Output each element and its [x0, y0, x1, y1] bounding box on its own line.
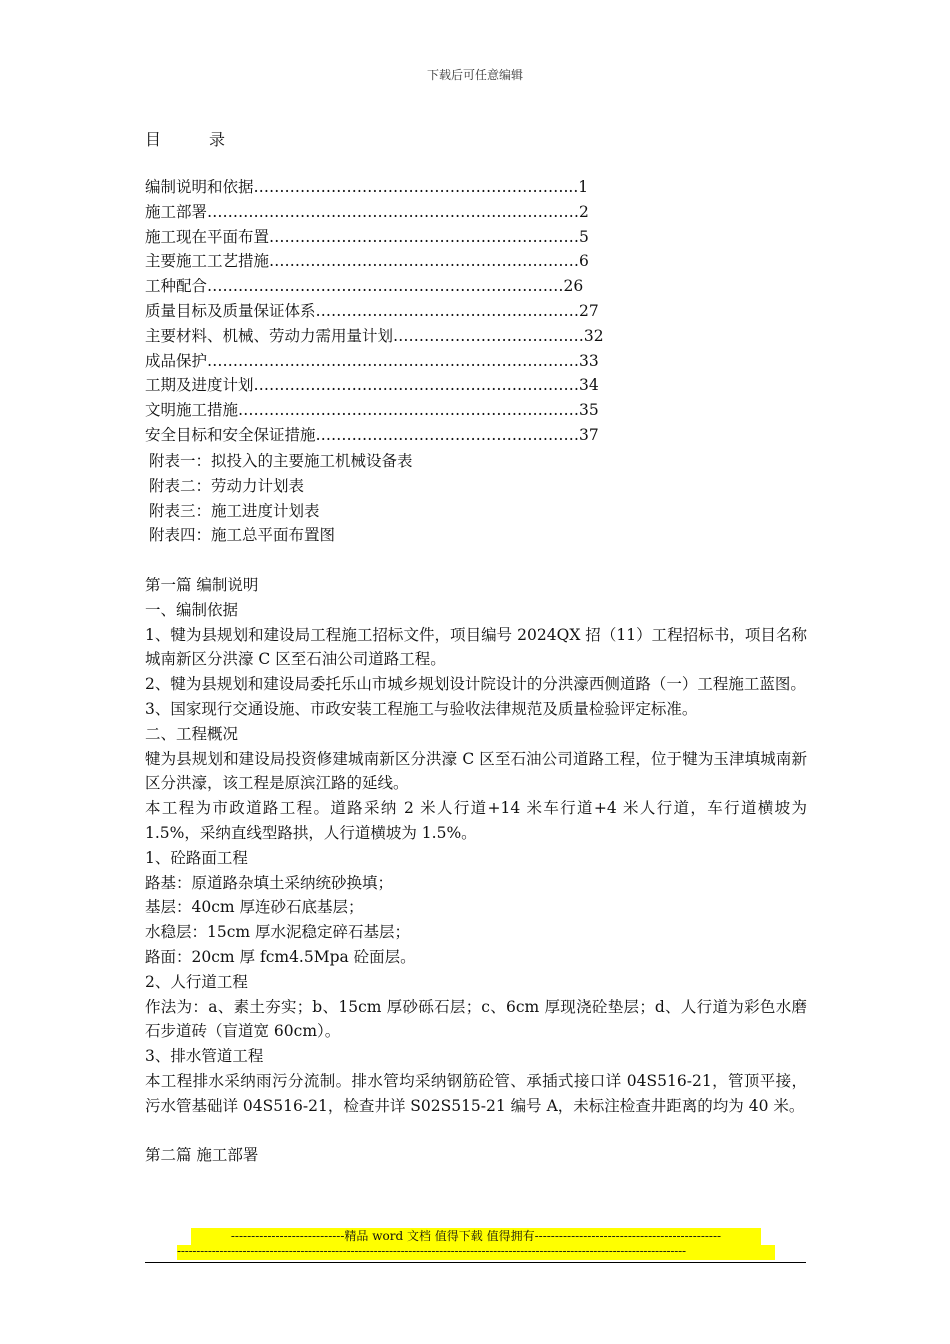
paragraph: 作法为：a、素土夯实；b、15cm 厚砂砾石层；c、6cm 厚现浇砼垫层；d、人行道为彩色水磨石步道砖（盲道宽 60cm）。 — [145, 997, 807, 1041]
toc-entry[interactable]: 工期及进度计划………………………………………………………34 — [145, 376, 599, 395]
toc-entry[interactable]: 主要施工工艺措施……………………………………………………6 — [145, 252, 589, 271]
section-heading: 二、工程概况 — [145, 724, 239, 743]
toc-entry[interactable]: 文明施工措施…………………………………………………………35 — [145, 401, 599, 420]
paragraph: 本工程为市政道路工程。道路采纳 2 米人行道+14 米车行道+4 米人行道，车行道横坡为 1.5%，采纳直线型路拱，人行道横坡为 1.5%。 — [145, 799, 807, 842]
subsection-heading: 2、人行道工程 — [145, 972, 248, 991]
appendix-list — [145, 449, 413, 548]
toc-entry[interactable]: 成品保护………………………………………………………………33 — [145, 351, 599, 370]
footer-highlight-dashes: ------------------------------------------------------------------------------------------------------------------------------------ — [177, 1245, 775, 1260]
appendix-item: 附表一：拟投入的主要施工机械设备表 — [149, 452, 413, 470]
toc-title — [145, 127, 225, 150]
toc-entry[interactable]: 施工现在平面布置……………………………………………………5 — [145, 227, 589, 246]
toc-entry[interactable]: 质量目标及质量保证体系……………………………………………27 — [145, 301, 599, 320]
subsection-heading: 3、排水管道工程 — [145, 1047, 264, 1066]
footer-rule — [145, 1262, 806, 1263]
paragraph: 犍为县规划和建设局投资修建城南新区分洪濠 C 区至石油公司道路工程，位于犍为玉津填城南新区分洪濠，该工程是原滨江路的延线。 — [145, 749, 807, 793]
appendix-item: 附表二：劳动力计划表 — [149, 476, 305, 495]
toc-entry[interactable]: 安全目标和安全保证措施……………………………………………37 — [145, 425, 599, 444]
paragraph: 2、犍为县规划和建设局委托乐山市城乡规划设计院设计的分洪濠西侧道路（一）工程施工蓝图。 — [145, 675, 806, 694]
list-item: 基层：40cm 厚连砂石底基层； — [145, 898, 364, 917]
page-header: 下载后可任意编辑 — [426, 68, 523, 82]
list-item: 路基：原道路杂填土采纳统砂换填； — [145, 873, 394, 892]
toc-title-right: 录 — [209, 130, 226, 149]
paragraph: 1、犍为县规划和建设局工程施工招标文件，项目编号 2024QX 招（11）工程招标书，项目名称城南新区分洪濠 C 区至石油公司道路工程。 — [145, 625, 807, 669]
table-of-contents — [145, 175, 625, 448]
section-heading: 一、编制依据 — [145, 600, 239, 619]
blank-line — [145, 1119, 807, 1144]
toc-entry[interactable]: 施工部署………………………………………………………………2 — [145, 202, 589, 221]
paragraph: 3、国家现行交通设施、市政安装工程施工与验收法律规范及质量检验评定标准。 — [145, 699, 698, 718]
toc-entry[interactable]: 编制说明和依据……………………………………………………...1 — [145, 178, 589, 196]
appendix-item: 附表四：施工总平面布置图 — [149, 526, 336, 545]
part1-heading: 第一篇 编制说明 — [145, 576, 259, 594]
appendix-item: 附表三：施工进度计划表 — [149, 501, 320, 520]
list-item: 水稳层：15cm 厚水泥稳定碎石基层； — [145, 923, 411, 942]
toc-entry[interactable]: 主要材料、机械、劳动力需用量计划…………………………….…32 — [145, 326, 604, 345]
toc-entry[interactable]: 工种配合……………………………………………………………26 — [145, 277, 584, 296]
paragraph: 本工程排水采纳雨污分流制。排水管均采纳钢筋砼管、承插式接口详 04S516-21，管顶平接，污水管基础详 04S516-21，检查井详 S02S515-21 编号 A，未标注检查井距离的均为 40 米。 — [145, 1071, 807, 1115]
footer-highlight-banner: ----------------------------精品 word 文档 值得下载 值得拥有---------------------------------------------- — [191, 1228, 761, 1245]
document-body — [145, 573, 807, 1168]
part2-heading: 第二篇 施工部署 — [145, 1146, 259, 1165]
toc-title-left: 目 — [145, 130, 162, 149]
subsection-heading: 1、砼路面工程 — [145, 848, 248, 867]
list-item: 路面：20cm 厚 fcm4.5Mpa 砼面层。 — [145, 947, 416, 966]
